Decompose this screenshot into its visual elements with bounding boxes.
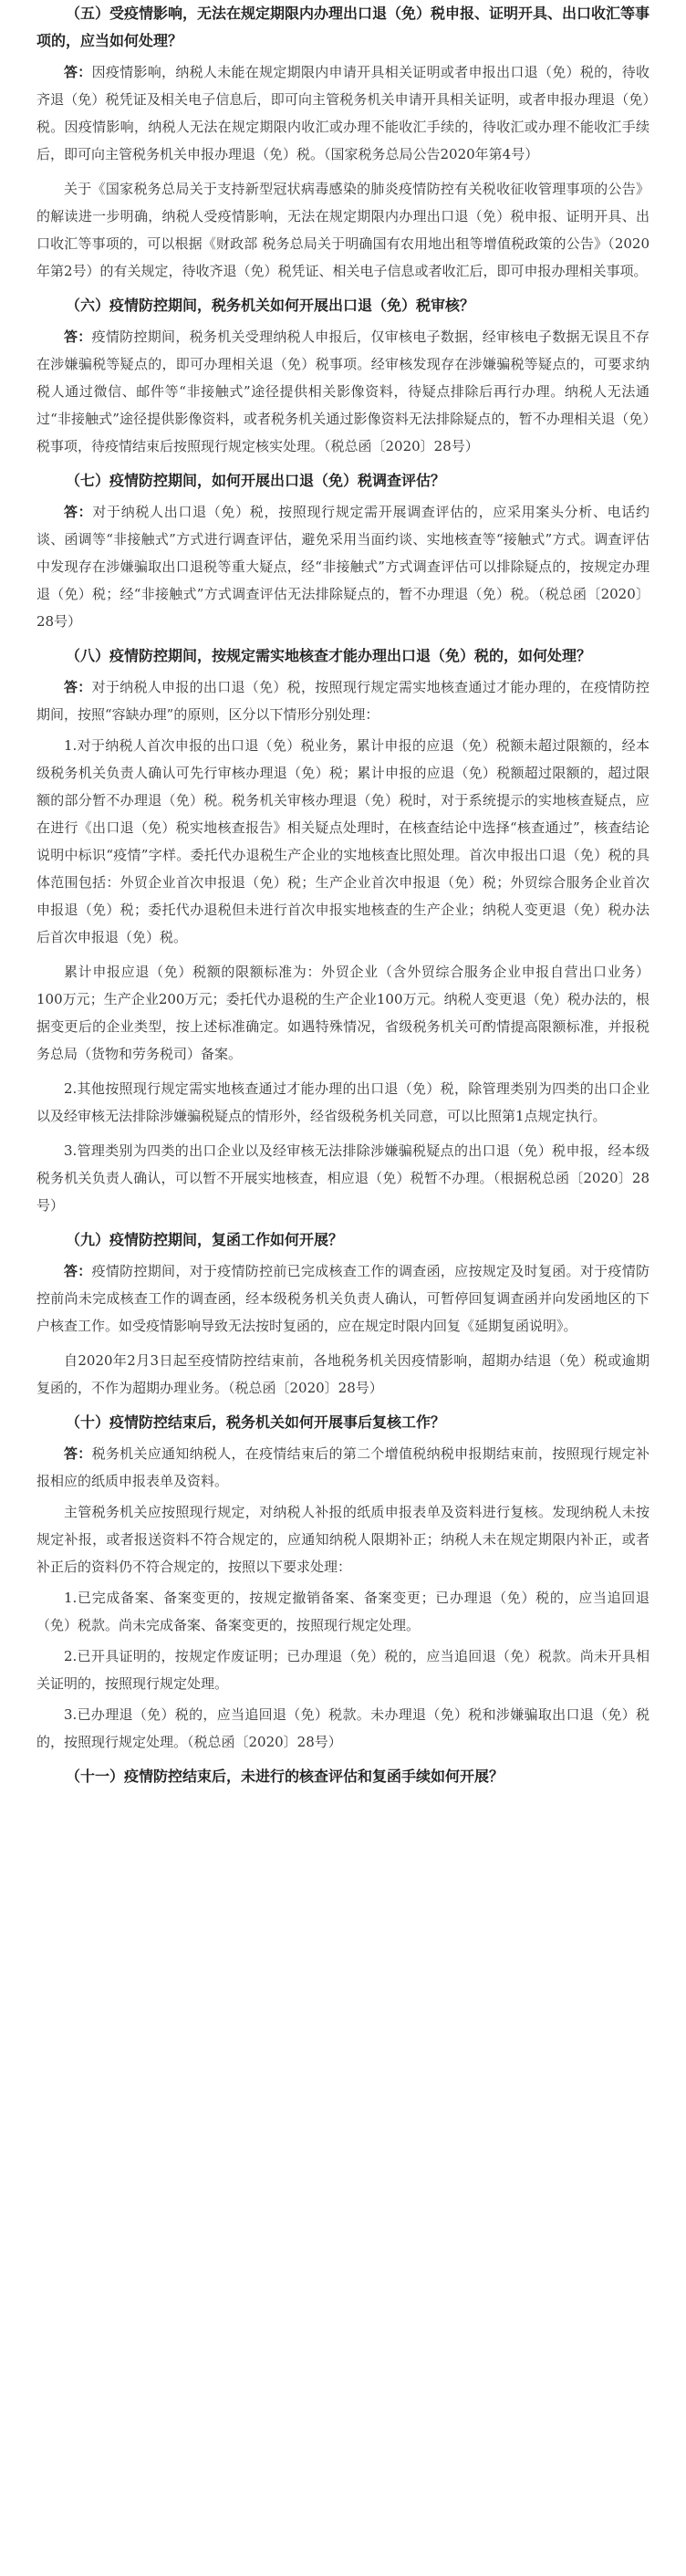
paragraph-text: 税务机关应通知纳税人，在疫情结束后的第二个增值税纳税申报期结束前，按照现行规定补报相应的纸质申报表单及资料。: [36, 1445, 650, 1489]
paragraph: [36, 175, 650, 285]
section-title: （十）疫情防控结束后，税务机关如何开展事后复核工作？: [66, 1413, 446, 1431]
section-title: （十一）疫情防控结束后，未进行的核查评估和复函手续如何开展？: [66, 1768, 504, 1785]
paragraph-text: 1.对于纳税人首次申报的出口退（免）税业务，累计申报的应退（免）税额未超过限额的，经本级税务机关负责人确认可先行审核办理退（免）税；累计申报的应退（免）税额超过限额的，超过限额的部分暂不办理退（免）税。税务机关审核办理退（免）税时，对于系统提示的实地核查疑点，应在进行《出口退（免）税实地核查报告》相关疑点处理时，在核查结论中选择“核查通过”，核查结论说明中标识“疫情”字样。委托代办退税生产企业的实地核查比照处理。首次申报出口退（免）税的具体范围包括：外贸企业首次申报退（免）税；生产企业首次申报退（免）税；外贸综合服务企业首次申报退（免）税；委托代办退税但未进行首次申报实地核查的生产企业；纳税人变更退（免）税办法后首次申报退（免）税。: [36, 737, 650, 945]
paragraph-text: 3.管理类别为四类的出口企业以及经审核无法排除涉嫌骗税疑点的出口退（免）税申报，经本级税务机关负责人确认，可以暂不开展实地核查，相应退（免）税暂不办理。（根据税总函〔2020〕28号）: [36, 1142, 650, 1214]
section-title: （五）受疫情影响，无法在规定期限内办理出口退（免）税申报、证明开具、出口收汇等事项的，应当如何处理？: [36, 5, 650, 49]
paragraph-text: 疫情防控期间，税务机关受理纳税人申报后，仅审核电子数据，经审核电子数据无误且不存在涉嫌骗税等疑点的，即可办理相关退（免）税事项。经审核发现存在涉嫌骗税等疑点的，可要求纳税人通过微信、邮件等“非接触式”途径提供相关影像资料，待疑点排除后再行办理。纳税人无法通过“非接触式”途径提供影像资料，或者税务机关通过影像资料无法排除疑点的，暂不办理相关退（免）税事项，待疫情结束后按照现行规定核实处理。（税总函〔2020〕28号）: [36, 329, 650, 454]
paragraph-text: 2.其他按照现行规定需实地核查通过才能办理的出口退（免）税，除管理类别为四类的出口企业以及经审核无法排除涉嫌骗税疑点的情形外，经省级税务机关同意，可以比照第1点规定执行。: [36, 1080, 650, 1124]
paragraph: [36, 1347, 650, 1402]
paragraph: [36, 1643, 650, 1697]
answer-label: 答：: [64, 329, 92, 345]
section-title: （八）疫情防控期间，按规定需实地核查才能办理出口退（免）税的，如何处理？: [66, 647, 592, 664]
paragraph-text: 疫情防控期间，对于疫情防控前已完成核查工作的调查函，应按规定及时复函。对于疫情防控前尚未完成核查工作的调查函，经本级税务机关负责人确认，可暂停回复调查函并向发函地区的下户核查工作。如受疫情影响导致无法按时复函的，应在规定时限内回复《延期复函说明》。: [36, 1263, 650, 1334]
answer-label: 答：: [64, 679, 92, 695]
paragraph: [36, 732, 650, 951]
answer-label: 答：: [64, 504, 93, 520]
paragraph: [36, 1257, 650, 1340]
section-title: （六）疫情防控期间，税务机关如何开展出口退（免）税审核？: [66, 297, 475, 314]
paragraph: [36, 673, 650, 728]
paragraph: [36, 1137, 650, 1219]
paragraph: [36, 1075, 650, 1130]
paragraph-text: 1.已完成备案、备案变更的，按规定撤销备案、备案变更；已办理退（免）税的，应当追回退（免）税款。尚未完成备案、备案变更的，按照现行规定处理。: [36, 1590, 650, 1633]
answer-label: 答：: [64, 64, 92, 80]
paragraph-text: 对于纳税人申报的出口退（免）税，按照现行规定需实地核查通过才能办理的，在疫情防控期间，按照“容缺办理”的原则，区分以下情形分别处理：: [36, 679, 650, 723]
section-title: （七）疫情防控期间，如何开展出口退（免）税调查评估？: [66, 472, 446, 489]
paragraph: [36, 1584, 650, 1639]
paragraph-text: 主管税务机关应按照现行规定，对纳税人补报的纸质申报表单及资料进行复核。发现纳税人未按规定补报，或者报送资料不符合规定的，应通知纳税人限期补正；纳税人未在规定期限内补正，或者补正后的资料仍不符合规定的，按照以下要求处理：: [36, 1504, 650, 1575]
paragraph-text: 关于《国家税务总局关于支持新型冠状病毒感染的肺炎疫情防控有关税收征收管理事项的公告》的解读进一步明确，纳税人受疫情影响，无法在规定期限内办理出口退（免）税申报、证明开具、出口收汇等事项的，可以根据《财政部 税务总局关于明确国有农用地出租等增值税政策的公告》（2020年第2号）的有关规定，待收齐退（免）税凭证、相关电子信息或者收汇后，即可申报办理相关事项。: [36, 181, 650, 279]
paragraph: [36, 958, 650, 1068]
paragraph: [36, 498, 650, 635]
paragraph-text: 累计申报应退（免）税额的限额标准为：外贸企业（含外贸综合服务企业申报自营出口业务）100万元；生产企业200万元；委托代办退税的生产企业100万元。纳税人变更退（免）税办法的，根据变更后的企业类型，按上述标准确定。如遇特殊情况，省级税务机关可酌情提高限额标准，并报税务总局（货物和劳务税司）备案。: [36, 964, 650, 1062]
paragraph-text: 自2020年2月3日起至疫情防控结束前，各地税务机关因疫情影响，超期办结退（免）税或逾期复函的，不作为超期办理业务。（税总函〔2020〕28号）: [36, 1352, 650, 1396]
section-title: （九）疫情防控期间，复函工作如何开展？: [66, 1231, 344, 1248]
paragraph: [36, 1498, 650, 1580]
paragraph-text: 对于纳税人出口退（免）税，按照现行规定需开展调查评估的，应采用案头分析、电话约谈、函调等“非接触式”方式进行调查评估，避免采用当面约谈、实地核查等“接触式”方式。调查评估中发现存在涉嫌骗取出口退税等重大疑点，经“非接触式”方式调查评估可以排除疑点的，按规定办理退（免）税；经“非接触式”方式调查评估无法排除疑点的，暂不办理退（免）税。（税总函〔2020〕28号）: [36, 504, 650, 630]
paragraph-text: 3.已办理退（免）税的，应当追回退（免）税款。未办理退（免）税和涉嫌骗取出口退（免）税的，按照现行规定处理。（税总函〔2020〕28号）: [36, 1706, 650, 1750]
paragraph: [36, 1440, 650, 1495]
paragraph: [36, 1701, 650, 1756]
paragraph-text: 因疫情影响，纳税人未能在规定期限内申请开具相关证明或者申报出口退（免）税的，待收齐退（免）税凭证及相关电子信息后，即可向主管税务机关申请开具相关证明，或者申报办理退（免）税。因疫情影响，纳税人无法在规定期限内收汇或办理不能收汇手续的，待收汇或办理不能收汇手续后，即可向主管税务机关申报办理退（免）税。（国家税务总局公告2020年第4号）: [36, 64, 650, 162]
answer-label: 答：: [64, 1263, 92, 1279]
paragraph-text: 2.已开具证明的，按规定作废证明；已办理退（免）税的，应当追回退（免）税款。尚未开具相关证明的，按照现行规定处理。: [36, 1648, 650, 1692]
answer-label: 答：: [64, 1445, 92, 1462]
paragraph: [36, 323, 650, 460]
paragraph: [36, 58, 650, 168]
